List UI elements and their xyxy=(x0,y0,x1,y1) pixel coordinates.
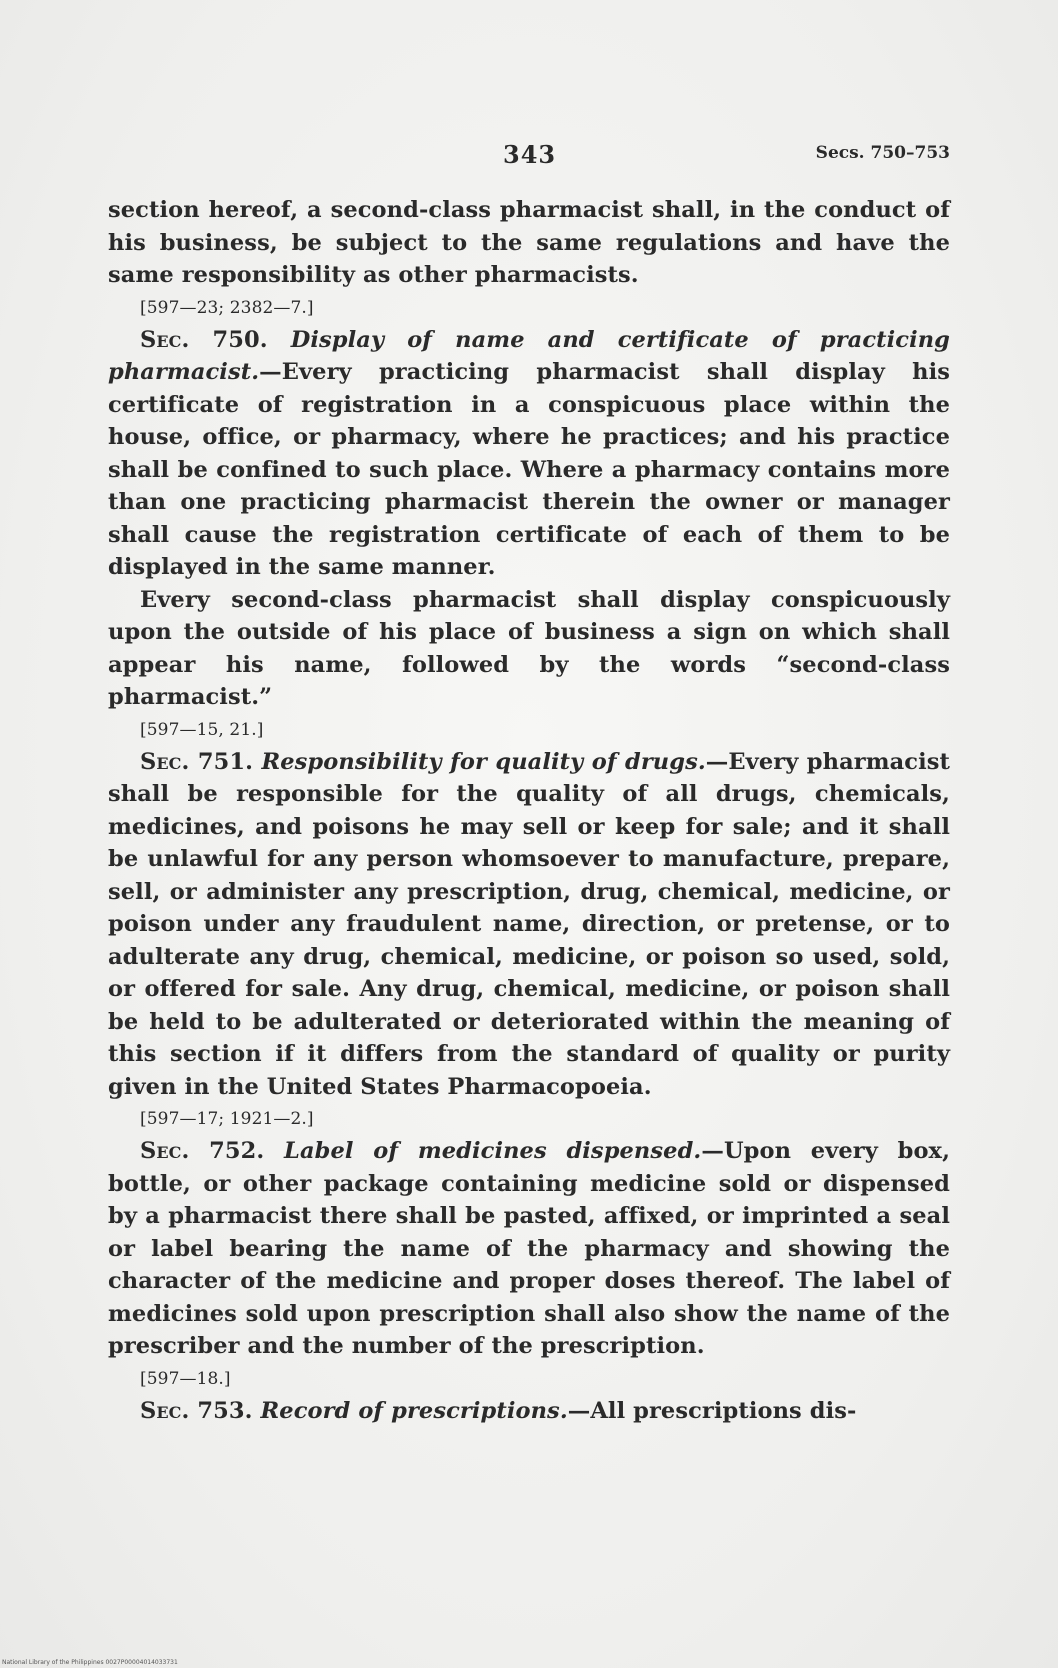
paragraph-second-class xyxy=(108,584,950,714)
paragraph-continuation xyxy=(108,194,950,292)
section-range: Secs. 750–753 xyxy=(815,143,950,163)
section-title: Display of name and certificate of practicing pharmacist. xyxy=(108,326,951,385)
section-752 xyxy=(108,1135,950,1363)
section-label: Sec. 753. xyxy=(140,1397,253,1424)
section-753 xyxy=(108,1395,950,1428)
section-751 xyxy=(108,746,950,1104)
citation: [597—17; 1921—2.] xyxy=(140,1109,314,1129)
section-text: —Upon every box, bottle, or other package containing medicine sold or dispensed by a pharmacist there shall be pasted, affixed, or imprinted a seal or label bearing the name of the pharmacy and showing the character of the medicine and proper doses thereof. The label of medicines sold upon prescription shall also show the name of the prescriber and the number of the prescription. xyxy=(108,1138,950,1359)
page-number: 343 xyxy=(503,140,557,169)
section-label: Sec. 752. xyxy=(140,1138,265,1164)
citation: [597—18.] xyxy=(140,1368,231,1389)
running-head xyxy=(108,140,950,170)
section-title: Record of prescriptions. xyxy=(260,1397,568,1424)
section-label: Sec. 750. xyxy=(140,326,268,353)
section-text: —All prescriptions dis- xyxy=(567,1397,857,1424)
section-text: —Every pharmacist shall be responsible for the quality of all drugs, chemicals, medicines, and poisons he may sell or keep for sale; and it shall be unlawful for any person whomsoever to manufacture, prepare, sell, or administer any prescription, drug, chemical, medicine, or poison under any fraudulent name, direction, or pretense, or to adulterate any drug, chemical, medicine, or poison so used, sold, or offered for sale. Any drug, chemical, medicine, or poison shall be held to be adulterated or deteriorated within the meaning of this section if it differs from the standard of quality or purity given in the United States Pharmacopoeia. xyxy=(108,748,950,1100)
section-750 xyxy=(108,324,950,584)
citation: [597—23; 2382—7.] xyxy=(140,297,314,318)
body-text xyxy=(108,194,950,1427)
section-title: Responsibility for quality of drugs. xyxy=(261,748,706,775)
section-text: —Every practicing pharmacist shall display his certificate of registration in a conspicuous place within the house, office, or pharmacy, where he practices; and his practice shall be confined to such place. Where a pharmacy contains more than one practicing pharmacist therein the owner or manager shall cause the registration certificate of each of them to be displayed in the same manner. xyxy=(108,359,950,580)
citation: [597—15, 21.] xyxy=(140,719,264,740)
section-title: Label of medicines dispensed. xyxy=(284,1138,702,1164)
scan-footer-note: National Library of the Philippines 0027P00004014033731 xyxy=(2,1659,178,1666)
section-label: Sec. 751. xyxy=(140,748,254,775)
paragraph-text: Every second-class pharmacist shall display conspicuously upon the outside of his place of business a sign on which shall appear his name, followed by the words “second-class pharmacist.” xyxy=(108,586,950,710)
paragraph-text: section hereof, a second-class pharmacist shall, in the conduct of his business, be subject to the same regulations and have the same responsibility as other pharmacists. xyxy=(108,197,950,288)
